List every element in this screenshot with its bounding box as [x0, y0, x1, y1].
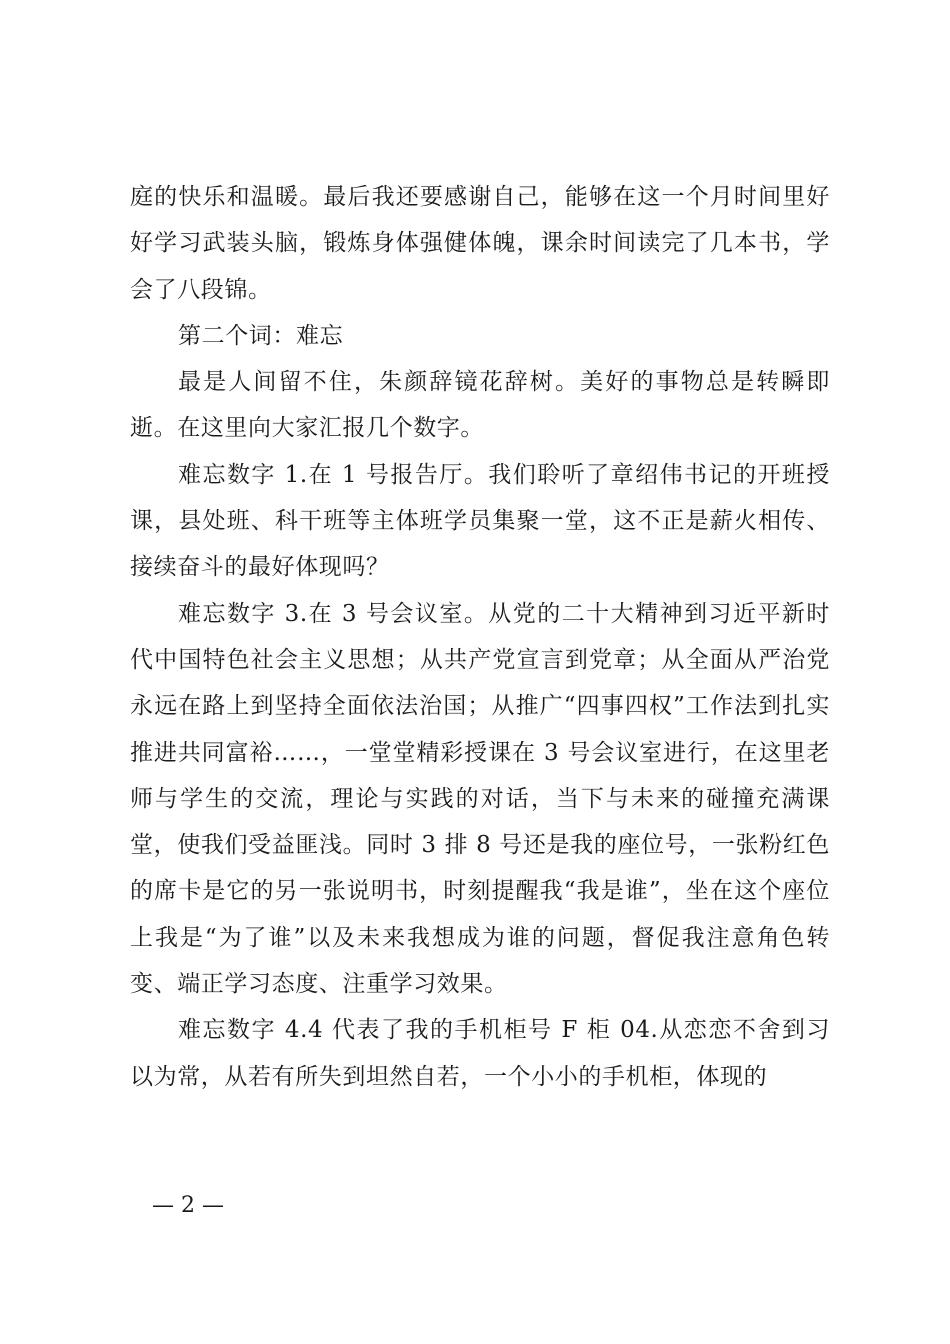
paragraph-number-1: 难忘数字 1.在 1 号报告厅。我们聆听了章绍伟书记的开班授课，县处班、科干班等主体班学员集聚一堂，这不正是薪火相传、接续奋斗的最好体现吗？ — [130, 461, 830, 581]
section-heading-second-word: 第二个词：难忘 — [178, 322, 344, 349]
page-number: — 2 — — [152, 1193, 224, 1218]
paragraph-number-3: 难忘数字 3.在 3 号会议室。从党的二十大精神到习近平新时代中国特色社会主义思想；从共产党宣言到党章；从全面从严治党永远在路上到坚持全面依法治国；从推广“四事四权”工作法到扎实推进共同富裕……，一堂堂精彩授课在 3 号会议室进行，在这里老师与学生的交流，理论与实践的对话，当下与未来的碰撞充满课堂，使我们受益匪浅。同时 3 排 8 号还是我的座位号，一张粉红色的席卡是它的另一张说明书，时刻提醒我“我是谁”，坐在这个座位上我是“为了谁”以及未来我想成为谁的问题，督促我注意角色转变、端正学习态度、注重学习效果。 — [130, 600, 830, 998]
paragraph-unforgettable-intro: 最是人间留不住，朱颜辞镜花辞树。美好的事物总是转瞬即逝。在这里向大家汇报几个数字。 — [130, 369, 830, 442]
paragraph-number-4: 难忘数字 4.4 代表了我的手机柜号 F 柜 04.从恋恋不舍到习以为常，从若有所失到坦然自若，一个小小的手机柜，体现的 — [130, 1017, 830, 1090]
paragraph-family-thanks: 庭的快乐和温暖。最后我还要感谢自己，能够在这一个月时间里好好学习武装头脑，锻炼身体强健体魄，课余时间读完了几本书，学会了八段锦。 — [130, 184, 830, 303]
body-text — [130, 174, 830, 1100]
